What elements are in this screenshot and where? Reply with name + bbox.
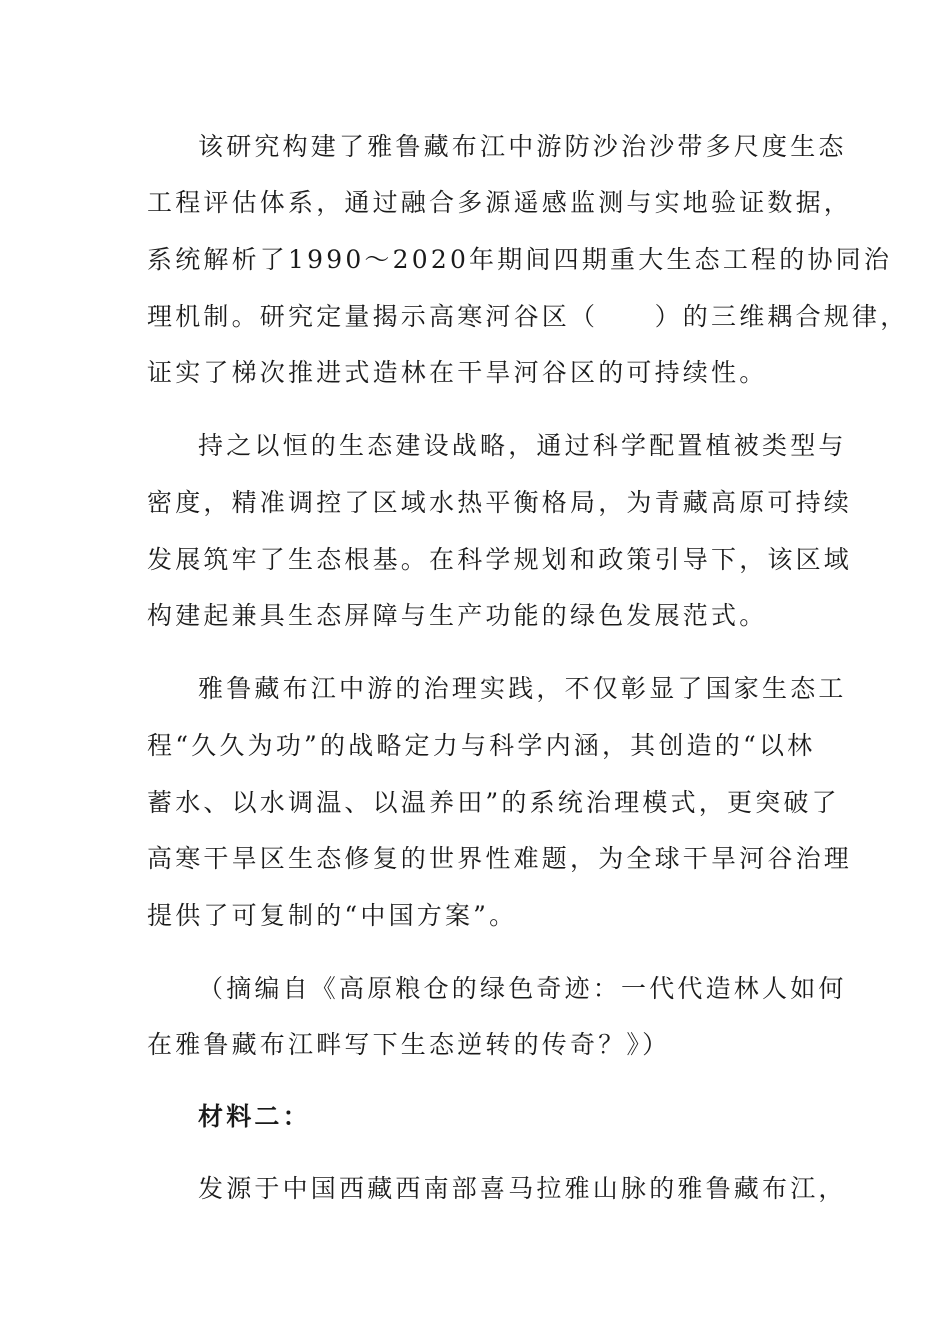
paragraph-1-line-4: 理机制。研究定量揭示高寒河谷区（ ）的三维耦合规律，	[147, 302, 909, 331]
source-line-2: 在雅鲁藏布江畔写下生态逆转的传奇？》）	[147, 1030, 671, 1059]
paragraph-1-line-2: 工程评估体系，通过融合多源遥感监测与实地验证数据，	[147, 188, 853, 217]
paragraph-2-line-1: 持之以恒的生态建设战略，通过科学配置植被类型与	[198, 431, 847, 460]
paragraph-2-line-4: 构建起兼具生态屏障与生产功能的绿色发展范式。	[147, 601, 768, 630]
paragraph-3-line-1: 雅鲁藏布江中游的治理实践，不仅彰显了国家生态工	[198, 674, 847, 703]
paragraph-1-line-3: 系统解析了1990～2020年期间四期重大生态工程的协同治	[147, 245, 893, 274]
paragraph-1-line-1: 该研究构建了雅鲁藏布江中游防沙治沙带多尺度生态	[198, 132, 847, 161]
paragraph-2-line-2: 密度，精准调控了区域水热平衡格局，为青藏高原可持续	[147, 488, 853, 517]
paragraph-2-line-3: 发展筑牢了生态根基。在科学规划和政策引导下，该区域	[147, 545, 853, 574]
paragraph-3-line-3: 蓄水、以水调温、以温养田”的系统治理模式，更突破了	[147, 788, 840, 817]
paragraph-3-line-2: 程“久久为功”的战略定力与科学内涵，其创造的“以林	[147, 731, 816, 760]
source-line-1: （摘编自《高原粮仓的绿色奇迹：一代代造林人如何	[198, 974, 847, 1003]
paragraph-4-line-1: 发源于中国西藏西南部喜马拉雅山脉的雅鲁藏布江，	[198, 1174, 847, 1203]
section-heading: 材料二：	[198, 1102, 311, 1131]
paragraph-3-line-5: 提供了可复制的“中国方案”。	[147, 901, 518, 930]
paragraph-3-line-4: 高寒干旱区生态修复的世界性难题，为全球干旱河谷治理	[147, 844, 853, 873]
paragraph-1-line-5: 证实了梯次推进式造林在干旱河谷区的可持续性。	[147, 358, 768, 387]
